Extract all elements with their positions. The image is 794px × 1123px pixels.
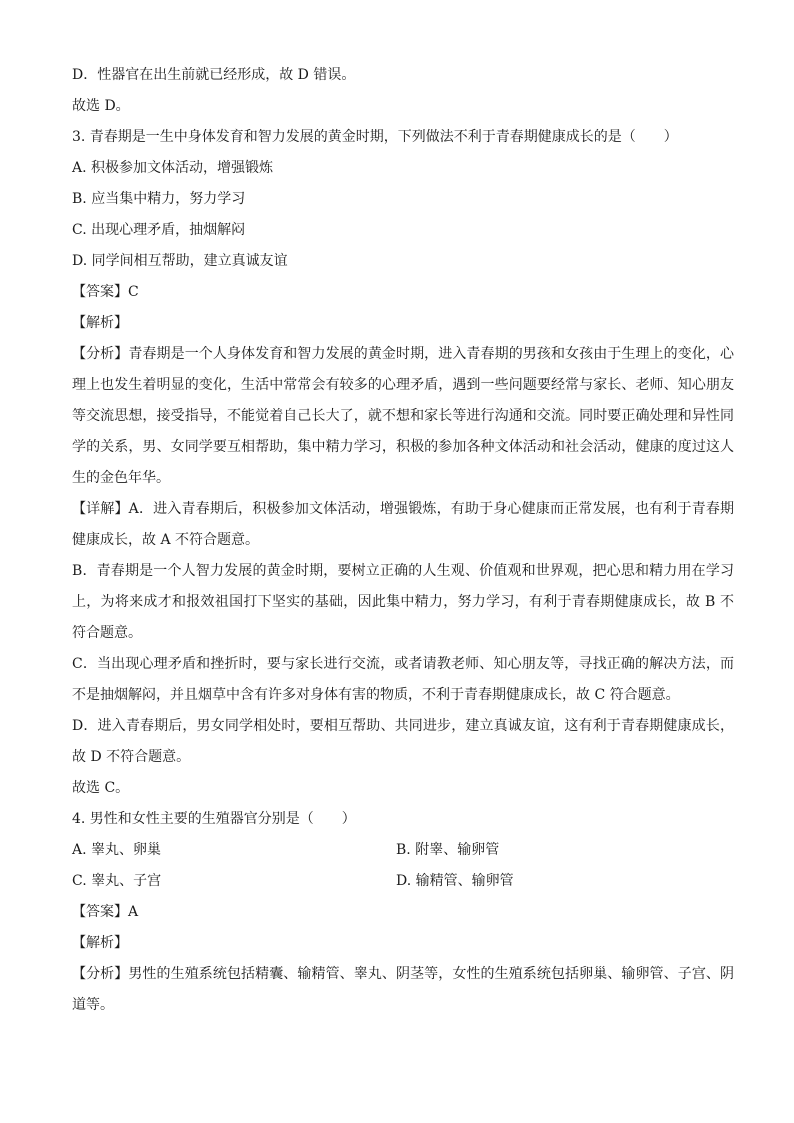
q4-analysis-heading: 【解析】 bbox=[72, 935, 128, 951]
q3-option-d: D. 同学间相互帮助，建立真诚友谊 bbox=[72, 253, 288, 269]
q4-option-b: B. 附睾、输卵管 bbox=[396, 842, 500, 858]
q3-detail-b: B．青春期是一个人智力发展的黄金时期，要树立正确的人生观、价值观和世界观，把心思和精力用在学习上，为将来成才和报效祖国打下坚实的基础，因此集中精力，努力学习，有利于青春期健康成长，故 B 不符合题意。 bbox=[72, 563, 734, 641]
q3-analysis-heading: 【解析】 bbox=[72, 315, 128, 331]
q4-answer: 【答案】A bbox=[72, 904, 139, 920]
q3-option-b: B. 应当集中精力，努力学习 bbox=[72, 191, 246, 207]
q3-detail-a: 【详解】A．进入青春期后，积极参加文体活动，增强锻炼，有助于身心健康而正常发展，也有利于青春期健康成长，故 A 不符合题意。 bbox=[72, 501, 734, 548]
q3-option-c: C. 出现心理矛盾，抽烟解闷 bbox=[72, 222, 246, 238]
q4-options-row-2 bbox=[72, 866, 734, 897]
q3-option-a: A. 积极参加文体活动，增强锻炼 bbox=[72, 160, 274, 176]
q4-options-row-1 bbox=[72, 835, 734, 866]
q3-stem: 3. 青春期是一生中身体发育和智力发展的黄金时期，下列做法不利于青春期健康成长的是（ ） bbox=[72, 129, 678, 145]
document-page bbox=[72, 60, 734, 1021]
q4-analysis-paragraph: 【分析】男性的生殖系统包括精囊、输精管、睾丸、阴茎等，女性的生殖系统包括卵巢、输卵管、子宫、阴道等。 bbox=[72, 966, 734, 1013]
q3-detail-d: D．进入青春期后，男女同学相处时，要相互帮助、共同进步，建立真诚友谊，这有利于青春期健康成长，故 D 不符合题意。 bbox=[72, 718, 734, 765]
q3-detail-c: C．当出现心理矛盾和挫折时，要与家长进行交流，或者请教老师、知心朋友等，寻找正确的解决方法，而不是抽烟解闷，并且烟草中含有许多对身体有害的物质，不利于青春期健康成长，故 C 符合题意。 bbox=[72, 656, 734, 703]
q3-analysis-paragraph: 【分析】青春期是一个人身体发育和智力发展的黄金时期，进入青春期的男孩和女孩由于生理上的变化，心理上也发生着明显的变化，生活中常常会有较多的心理矛盾，遇到一些问题要经常与家长、老师、知心朋友等交流思想，接受指导，不能觉着自己长大了，就不想和家长等进行沟通和交流。同时要正确处理和异性同学的关系，男、女同学要互相帮助，集中精力学习，积极的参加各种文体活动和社会活动，健康的度过这人生的金色年华。 bbox=[72, 346, 734, 486]
q4-option-d: D. 输精管、输卵管 bbox=[396, 873, 514, 889]
q4-option-a: A. 睾丸、卵巢 bbox=[72, 842, 162, 858]
q4-stem: 4. 男性和女性主要的生殖器官分别是（ ） bbox=[72, 811, 356, 827]
q3-answer: 【答案】C bbox=[72, 284, 139, 300]
q3-final-choice: 故选 C。 bbox=[72, 780, 130, 796]
q2-option-d-explanation: D．性器官在出生前就已经形成，故 D 错误。 bbox=[72, 67, 356, 83]
q2-final-choice: 故选 D。 bbox=[72, 98, 130, 114]
q4-option-c: C. 睾丸、子宫 bbox=[72, 873, 162, 889]
